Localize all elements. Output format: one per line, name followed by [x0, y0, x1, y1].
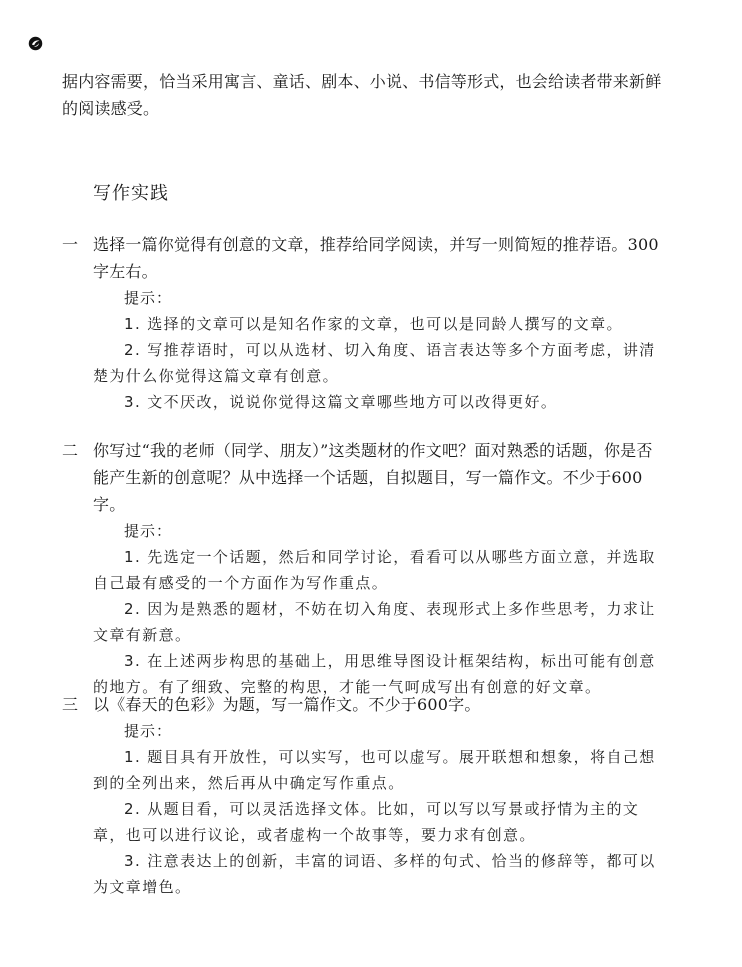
- exercise-2: [62, 437, 662, 700]
- hint-item: 1. 题目具有开放性，可以实写，也可以虚写。展开联想和想象，将自己想到的全列出来，然后再从中确定写作重点。: [93, 748, 656, 792]
- hint-item: 1. 先选定一个话题，然后和同学讨论，看看可以从哪些方面立意，并选取自己最有感受的一个方面作为写作重点。: [93, 548, 656, 592]
- exercise-task: 以《春天的色彩》为题，写一篇作文。不少于600字。: [93, 695, 481, 714]
- publisher-logo-icon: [28, 36, 43, 51]
- hint-label: 提示：: [124, 522, 173, 540]
- hint-item: 2. 写推荐语时，可以从选材、切入角度、语言表达等多个方面考虑，讲清楚为什么你觉得这篇文章有创意。: [93, 341, 656, 385]
- hint-item: 3. 在上述两步构思的基础上，用思维导图设计框架结构，标出可能有创意的地方。有了细致、完整的构思，才能一气呵成写出有创意的好文章。: [93, 652, 656, 696]
- exercise-number: 一: [62, 235, 79, 254]
- exercise-task: 你写过“我的老师（同学、朋友）”这类题材的作文吧？面对熟悉的话题，你是否能产生新的创意呢？从中选择一个话题，自拟题目，写一篇作文。不少于600字。: [93, 441, 653, 514]
- hint-item: 2. 因为是熟悉的题材，不妨在切入角度、表现形式上多作些思考，力求让文章有新意。: [93, 600, 656, 644]
- hint-item: 3. 注意表达上的创新，丰富的词语、多样的句式、恰当的修辞等，都可以为文章增色。: [93, 852, 656, 896]
- exercise-1: [62, 231, 662, 415]
- exercise-number: 二: [62, 441, 79, 460]
- exercise-task: 选择一篇你觉得有创意的文章，推荐给同学阅读，并写一则简短的推荐语。300字左右。: [93, 235, 659, 281]
- intro-paragraph: 据内容需要，恰当采用寓言、童话、剧本、小说、书信等形式，也会给读者带来新鲜的阅读感受。: [62, 72, 662, 118]
- hint-label: 提示：: [124, 289, 173, 307]
- section-heading: 写作实践: [93, 183, 169, 204]
- hint-label: 提示：: [124, 722, 173, 740]
- exercise-3: [62, 691, 662, 900]
- exercise-number: 三: [62, 695, 79, 714]
- hint-item: 1. 选择的文章可以是知名作家的文章，也可以是同龄人撰写的文章。: [124, 315, 623, 333]
- hint-item: 2. 从题目看，可以灵活选择文体。比如，可以写以写景或抒情为主的文章，也可以进行议论，或者虚构一个故事等，要力求有创意。: [93, 800, 640, 844]
- hint-item: 3. 文不厌改，说说你觉得这篇文章哪些地方可以改得更好。: [124, 393, 558, 411]
